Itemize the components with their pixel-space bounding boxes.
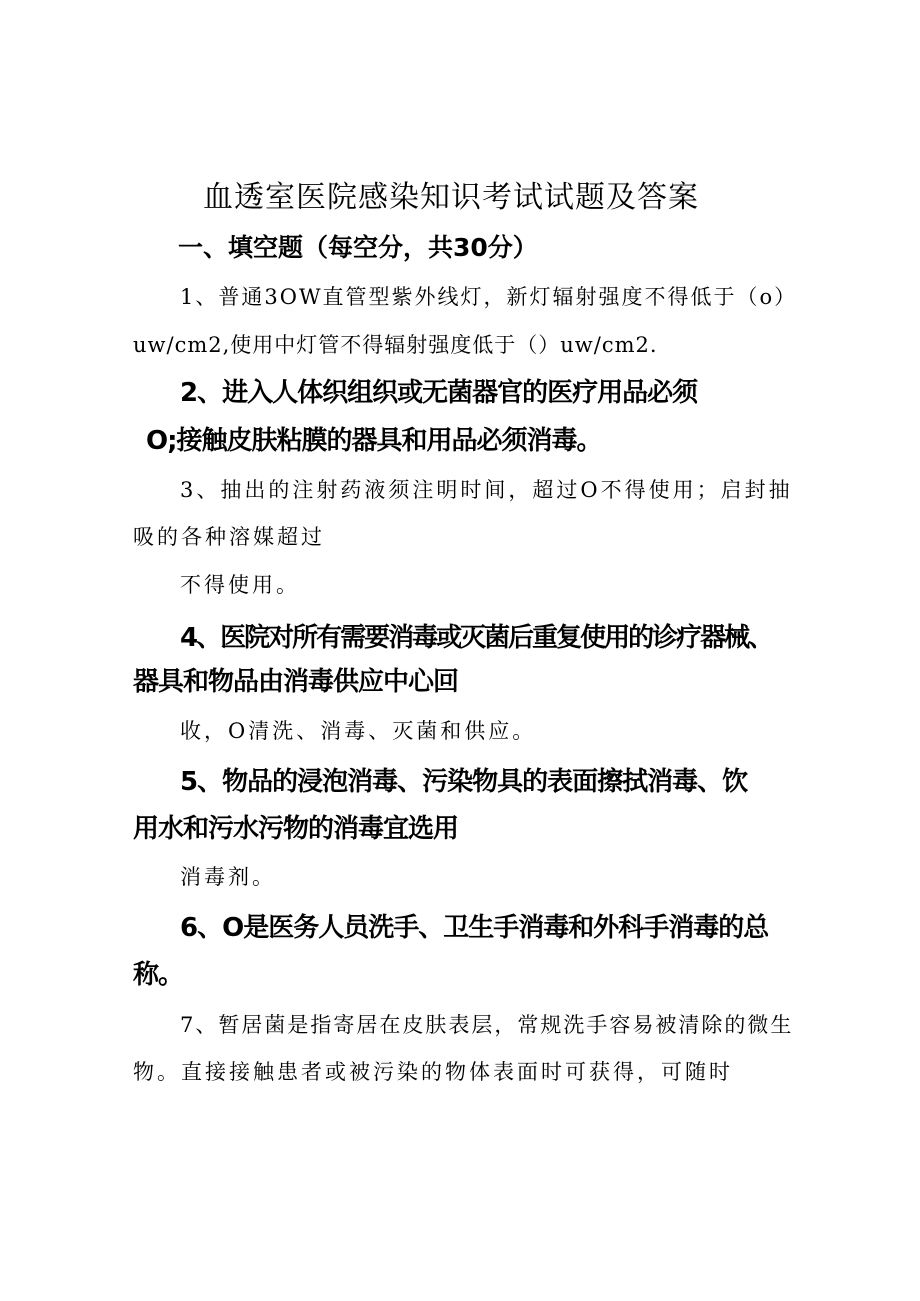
question-4-line-3: 收，O清洗、消毒、灭菌和供应。 <box>180 719 537 743</box>
question-2-line-2: O;接触皮肤粘膜的器具和用品必须消毒。 <box>146 426 602 456</box>
question-5-line-1: 5、物品的浸泡消毒、污染物具的表面擦拭消毒、饮 <box>180 767 748 797</box>
question-4-line-1: 4、医院对所有需要消毒或灭菌后重复使用的诊疗器械、 <box>180 623 773 653</box>
question-6-line-1: 6、O是医务人员洗手、卫生手消毒和外科手消毒的总 <box>180 913 769 943</box>
question-2-line-1: 2、进入人体织组织或无菌器官的医疗用品必须 <box>180 378 698 408</box>
question-7-line-2: 物。直接接触患者或被污染的物体表面时可获得，可随时 <box>133 1060 733 1084</box>
question-5-line-2: 用水和污水污物的消毒宜选用 <box>133 814 459 844</box>
question-7-line-1: 7、暂居菌是指寄居在皮肤表层，常规洗手容易被清除的微生 <box>180 1013 794 1037</box>
question-3-line-3: 不得使用。 <box>180 573 300 597</box>
question-3-line-1: 3、抽出的注射药液须注明时间，超过O不得使用；启封抽 <box>180 478 793 502</box>
section-heading: 一、填空题（每空分，共30分） <box>178 233 538 262</box>
question-4-line-2: 器具和物品由消毒供应中心回 <box>133 667 459 697</box>
question-1-line-2: uw/cm2,使用中灯管不得辐射强度低于（）uw/cm2. <box>133 333 658 357</box>
question-5-line-3: 消毒剂。 <box>180 865 276 889</box>
question-1-line-1: 1、普通3OW直管型紫外线灯，新灯辐射强度不得低于（o） <box>180 285 798 309</box>
document-title: 血透室医院感染知识考试试题及答案 <box>203 180 699 215</box>
question-6-line-2: 称。 <box>133 960 184 990</box>
question-3-line-2: 吸的各种溶媒超过 <box>133 525 325 549</box>
